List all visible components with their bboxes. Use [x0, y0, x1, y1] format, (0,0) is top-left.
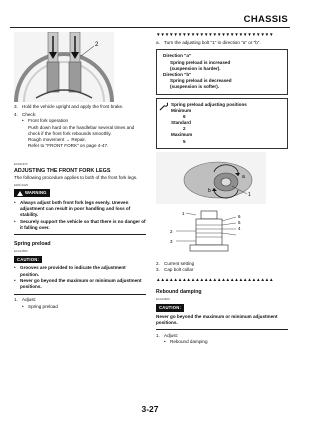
position-value: 6	[183, 113, 186, 119]
step-4	[14, 112, 146, 149]
direction-a-label: Direction "a"	[163, 53, 192, 59]
ref-code: EWA13120	[14, 182, 29, 187]
fig2-label-1: 1	[248, 191, 251, 198]
fig2-label-b: b	[208, 187, 211, 194]
check-body: Push down hard on the handlebar several times and check if the front fork rebounds smoothly.	[28, 124, 135, 136]
adjusting-bolt-illustration	[156, 152, 266, 204]
warning-bullet: • Always adjust both front fork legs evenly. Uneven adjustment can result in poor handling and loss of stability.	[14, 200, 146, 219]
positions-title: Spring preload adjusting positions	[171, 101, 247, 107]
step-number: 4.	[14, 112, 18, 118]
adjusting-bolt-figure	[156, 152, 266, 204]
step-a	[156, 40, 288, 46]
warning-label: WARNING	[25, 190, 47, 196]
warning-banner	[14, 189, 50, 197]
caution-text: Never go beyond the maximum or minimum adjustment positions.	[156, 313, 278, 326]
front-fork-figure	[14, 32, 114, 102]
step-text: Adjust:	[164, 332, 179, 338]
right-column	[156, 32, 288, 345]
adjust-step	[156, 333, 288, 345]
step-number: 1.	[14, 297, 18, 303]
caption-text: Current setting	[164, 260, 195, 266]
caution-banner	[156, 304, 184, 312]
warning-icon	[17, 191, 23, 196]
step-text: Hold the vehicle upright and apply the front brake.	[22, 104, 124, 109]
refer-text: Refer to "FRONT FORK" on page 4-47.	[28, 143, 109, 149]
procedure-end-marker: ▲▲▲▲▲▲▲▲▲▲▲▲▲▲▲▲▲▲▲▲▲▲▲▲▲▲▲	[156, 277, 274, 283]
direction-a-line: (suspension is harder).	[170, 65, 221, 71]
page-number: 3-27	[141, 404, 159, 414]
ref-code: EAS21970	[14, 162, 28, 167]
direction-b-label: Direction "b"	[163, 71, 192, 77]
direction-a-line: Spring preload is increased	[170, 59, 231, 65]
fig2-label-a: a	[242, 173, 245, 180]
caution-banner	[14, 256, 42, 264]
caption-text: Cap bolt collar	[164, 267, 194, 272]
step-3	[14, 104, 146, 110]
caution-text	[14, 265, 146, 290]
section-intro: The following procedure applies to both of the front fork legs.	[14, 175, 138, 181]
ref-code: ECA13600	[156, 297, 170, 302]
step-text: Turn the adjusting bolt "1" in direction "a" or "b".	[164, 40, 261, 46]
direction-b-line: Spring preload is decreased	[170, 78, 232, 84]
left-column	[14, 32, 146, 310]
position-label: Standard	[171, 120, 191, 126]
caution-bullet: • Grooves are provided to indicate the adjustment position.	[14, 265, 146, 277]
step-number: a.	[156, 40, 160, 46]
cap-bolt-figure	[156, 207, 266, 259]
wrench-icon	[159, 102, 168, 111]
divider	[14, 294, 146, 295]
caption-number: 2.	[156, 260, 160, 266]
fig3-label: 2	[170, 228, 173, 234]
cap-bolt-illustration	[156, 207, 266, 259]
fig3-label: 3	[170, 238, 173, 244]
ref-code: ECA13590	[14, 248, 28, 253]
position-label: Maximum	[171, 132, 193, 138]
header-title: CHASSIS	[243, 14, 288, 25]
header-rule	[10, 27, 290, 28]
step-number: 3.	[14, 104, 18, 109]
position-value: 2	[183, 126, 186, 132]
adjust-bullet: • Spring preload	[22, 304, 146, 310]
section-title: ADJUSTING THE FRONT FORK LEGS	[14, 168, 111, 175]
caption-3	[156, 267, 288, 273]
adjust-bullet: • Rebound damping	[164, 339, 288, 345]
procedure-start-marker: ▼▼▼▼▼▼▼▼▼▼▼▼▼▼▼▼▼▼▼▼▼▼▼▼▼▼▼	[156, 32, 274, 37]
warning-bullet: • Securely support the vehicle so that there is no danger of it falling over.	[14, 219, 146, 231]
position-value: 5	[183, 138, 186, 144]
page-header	[0, 0, 300, 30]
divider	[14, 234, 146, 235]
divider	[156, 329, 288, 330]
direction-b-line: (suspension is softer).	[170, 84, 220, 90]
rough-movement: Rough movement → Repair.	[28, 136, 86, 142]
step-text: Adjust:	[22, 297, 37, 303]
check-bullet: • Front fork operation	[22, 118, 146, 124]
caution-label: CAUTION:	[17, 256, 40, 262]
fig1-callout-label: 2	[95, 42, 99, 48]
front-fork-illustration	[14, 32, 114, 102]
position-label: Minimum	[171, 107, 192, 113]
step-text: Check:	[22, 112, 37, 118]
step-number: 1.	[156, 332, 160, 338]
preload-title: Spring preload	[14, 240, 51, 247]
positions-box	[156, 98, 288, 149]
warning-text	[14, 200, 146, 231]
caution-label: CAUTION:	[159, 305, 182, 311]
fig3-label: 5	[238, 219, 241, 225]
fig3-label: 1	[182, 210, 185, 216]
caption-number: 3.	[156, 267, 160, 272]
rebound-title: Rebound damping	[156, 289, 202, 296]
caution-bullet: • Never go beyond the maximum or minimum adjustment positions.	[14, 278, 146, 290]
fig3-label: 4	[238, 225, 241, 231]
direction-box	[156, 49, 288, 94]
adjust-step	[14, 297, 146, 309]
fig3-label: 6	[238, 213, 241, 219]
